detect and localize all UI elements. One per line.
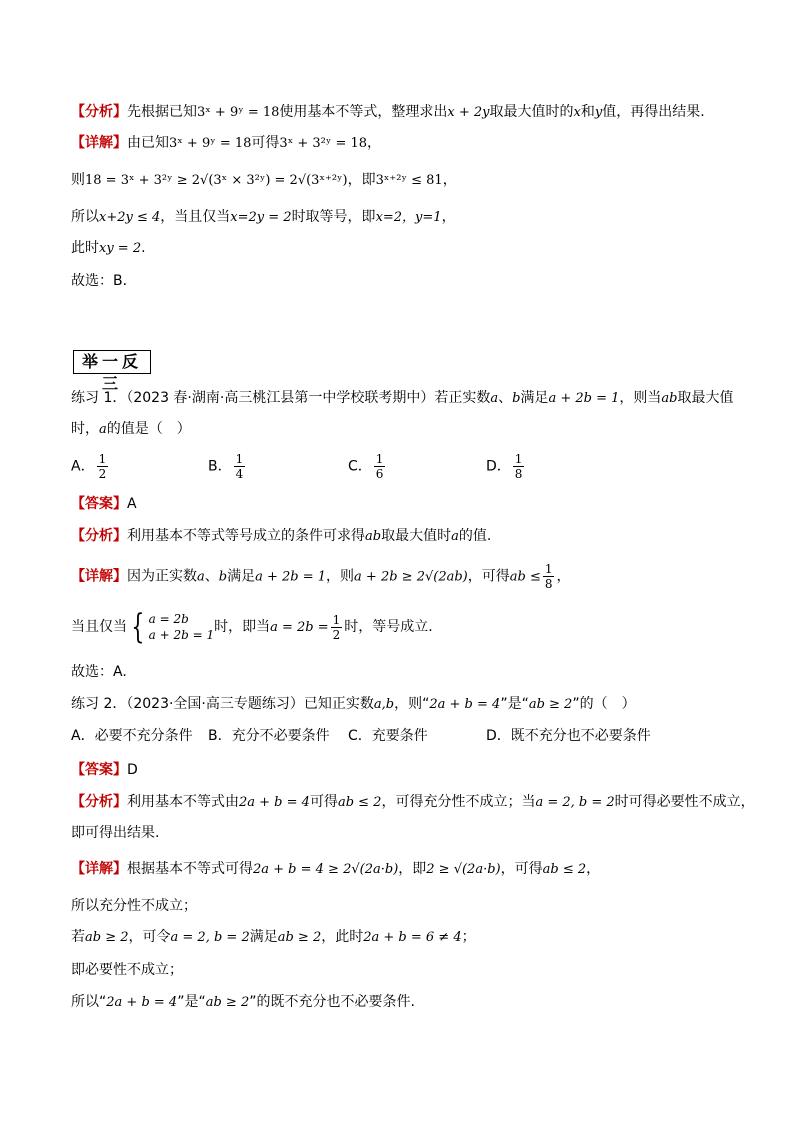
section-title: 举一反三 [73,350,151,374]
answer-value: D [127,762,138,778]
fraction [374,452,386,481]
example-analysis-line [71,102,705,123]
detail-tag: 【详解】 [71,135,127,151]
text: 取最大值 [677,390,734,406]
numerator: 1 [375,452,384,466]
math-derivation: 18 = 3ˣ + 3²ʸ ≥ 2√(3ˣ × 3²ʸ) = 2√(3ˣ⁺²ʸ) [85,173,348,188]
q1-option-a[interactable] [71,452,110,481]
detail-tag: 【详解】 [71,861,127,877]
fraction [97,452,109,481]
math-condition: ab ≥ 2 [205,995,250,1010]
fraction [331,613,343,642]
math-inequality: a + 2b ≥ 2√(2ab) [354,569,468,585]
text: 时，等号成立. [344,619,433,635]
math-result: ab ≤ 2 [542,862,587,877]
math-condition: ab ≥ 2 [277,930,322,945]
text: 时可得必要性不成立， [614,794,755,810]
text: ，则“ [394,696,430,712]
text: ，则当 [619,390,662,406]
text: ，可得 [500,861,543,877]
math-ab: ab [661,391,678,406]
math-condition: a + 2b = 1 [548,391,620,406]
math-equation: a = 2b = [270,620,329,635]
math-b: b [218,569,228,585]
text: . [141,240,146,256]
q2-line-b [71,927,476,948]
numerator: 1 [98,452,107,466]
fraction [543,562,555,591]
option-label: B． [208,458,232,475]
denominator: 8 [544,577,553,591]
math-equation: 2a + b = 6 ≠ 4 [363,930,462,945]
text: 练习 2．（2023·全国·高三专题练习）已知正实数 [71,696,374,712]
math-condition: 3ˣ + 3²ʸ = 18 [279,136,368,151]
q1-equality-line [71,609,433,646]
text: ，此时 [321,929,364,945]
numerator: 1 [332,612,341,627]
math-y: y [594,105,603,120]
analysis-tag: 【分析】 [71,528,127,544]
answer-tag: 【答案】 [71,762,127,778]
text: ， [367,135,382,151]
math-condition: a = 2, b = 2 [170,930,250,945]
numerator: 1 [544,562,553,576]
math-a: a [451,529,459,544]
numerator: 1 [235,452,244,466]
option-label: C． [348,458,372,475]
text: ，当且仅当 [160,209,231,225]
text: ，即 [398,861,427,877]
denominator: 4 [235,467,244,481]
answer-value: A [127,496,137,512]
text: 所以“ [71,994,107,1010]
math-condition: ab ≥ 2 [528,697,573,712]
detail-tag: 【详解】 [71,568,127,585]
text: ， [586,861,601,877]
math-solution: x=2，y=1 [375,210,442,225]
text: 使用基本不等式，整理求出 [279,104,448,120]
math-inequality: 2 ≥ √(2a·b) [426,862,501,877]
text: 利用基本不等式由 [127,794,239,810]
math-condition: 2a + b = 4 [239,795,310,810]
text: 若 [71,929,85,945]
q1-detail-line [71,562,570,591]
q1-stem-line-2 [71,419,191,440]
text: ”的既不充分也不必要条件. [249,994,415,1010]
text: ； [461,929,476,945]
q1-option-b[interactable] [208,452,247,481]
math-condition: x=2y = 2 [230,210,292,225]
q2-line-c: 即必要性不成立； [71,962,183,978]
text: 利用基本不等式等号成立的条件可求得 [127,528,365,544]
math-result: ab ≤ [509,569,541,585]
text: ， [441,209,456,225]
answer-tag: 【答案】 [71,496,127,512]
fraction [513,452,525,481]
example-derivation-line [71,170,457,191]
q1-stem-line-1 [71,388,733,409]
analysis-tag: 【分析】 [71,794,127,810]
q1-option-c[interactable] [348,452,387,481]
text: ”是“ [500,696,529,712]
denominator: 2 [98,467,107,481]
math-a: a [490,391,499,406]
equation: a + 2b = 1 [148,628,215,642]
example-result-line [71,238,146,259]
q2-option-d[interactable]: D．既不充分也不必要条件 [486,728,651,744]
fraction [234,452,246,481]
math-b: b [512,391,521,406]
q2-line-d [71,992,415,1013]
option-label: A． [71,458,95,475]
math-condition: 2a + b = 4 [429,697,501,712]
text: 值，再得出结果. [602,104,705,120]
text: 取最大值时 [381,528,452,544]
q2-option-c[interactable]: C．充要条件 [348,728,428,744]
q2-detail-line [71,859,600,880]
text: 、 [204,568,219,585]
text: 满足 [227,568,256,585]
text: 可得 [309,794,338,810]
q2-option-b[interactable]: B．充分不必要条件 [208,728,330,744]
text: 可得 [251,135,280,151]
equation-system [149,611,214,643]
text: 根据基本不等式可得 [127,861,253,877]
text: 所以 [71,209,99,225]
math-condition: a + 2b = 1 [255,569,327,585]
example-detail-line [71,133,381,154]
text: 取最大值时的 [489,104,574,120]
text: ，可得充分性不成立；当 [381,794,536,810]
q2-analysis-line-1 [71,792,755,813]
math-condition: 3ˣ + 9ʸ = 18 [169,136,252,151]
math-condition: a = 2, b = 2 [535,795,615,810]
text: ，即 [347,172,376,188]
math-condition: ab ≥ 2 [85,930,129,945]
math-result: ab ≤ 2 [337,795,382,810]
denominator: 6 [375,467,384,481]
q2-stem-line [71,694,636,715]
example-choice-line: 故选：B． [71,273,137,289]
text: ， [442,172,457,188]
analysis-tag: 【分析】 [71,104,127,120]
denominator: 8 [514,467,523,481]
text: 练习 1．（2023 春·湖南·高三桃江县第一中学校联考期中）若正实数 [71,390,491,406]
text: ，则 [326,568,355,585]
math-result: 3ˣ⁺²ʸ ≤ 81 [375,173,443,188]
math-x: x [573,105,581,120]
math-condition: 3ˣ + 9ʸ = 18 [197,105,280,120]
q1-analysis-line [71,526,491,547]
equation: a = 2b [148,612,189,626]
brace: { [131,607,145,647]
text: ， [556,568,571,585]
math-inequality: 2a + b = 4 ≥ 2√(2a·b) [253,862,399,877]
math-equation: xy = 2 [99,241,142,256]
text: 时取等号，即 [291,209,376,225]
math-ab: ab [365,529,382,544]
denominator: 2 [332,627,341,642]
math-expression: x + 2y [447,105,490,120]
text: ，可令 [128,929,171,945]
text: 的值. [458,528,492,544]
text: 满足 [249,929,278,945]
math-a: a [197,569,205,585]
q2-option-a[interactable]: A．必要不充分条件 [71,728,193,744]
math-condition: 2a + b = 4 [106,995,178,1010]
q1-choice-line: 故选：A. [71,664,127,680]
q2-analysis-line-2: 即可得出结果. [71,825,160,841]
text: 当且仅当 [71,619,127,635]
text: 的值是（ ） [106,421,191,437]
text: 此时 [71,240,99,256]
math-inequality: x+2y ≤ 4 [99,210,161,225]
q2-answer-line [71,760,138,780]
q1-answer-line [71,494,137,514]
text: ，可得 [467,568,510,585]
option-label: D． [486,458,511,475]
text: 由已知 [127,135,169,151]
text: ”的（ ） [572,696,636,712]
example-conclusion-line [71,207,456,228]
text: 和 [580,104,595,120]
text: 则 [71,172,85,188]
text: 满足 [520,390,549,406]
text: 时，即当 [214,619,271,635]
text: 因为正实数 [127,568,197,585]
text: 时， [71,421,99,437]
q1-option-d[interactable] [486,452,526,481]
q2-line-a: 所以充分性不成立； [71,898,197,914]
math-a: a [99,422,107,437]
text: 、 [498,390,513,406]
text: 先根据已知 [127,104,197,120]
numerator: 1 [514,452,523,466]
text: ”是“ [177,994,206,1010]
math-ab: a,b [373,697,395,712]
